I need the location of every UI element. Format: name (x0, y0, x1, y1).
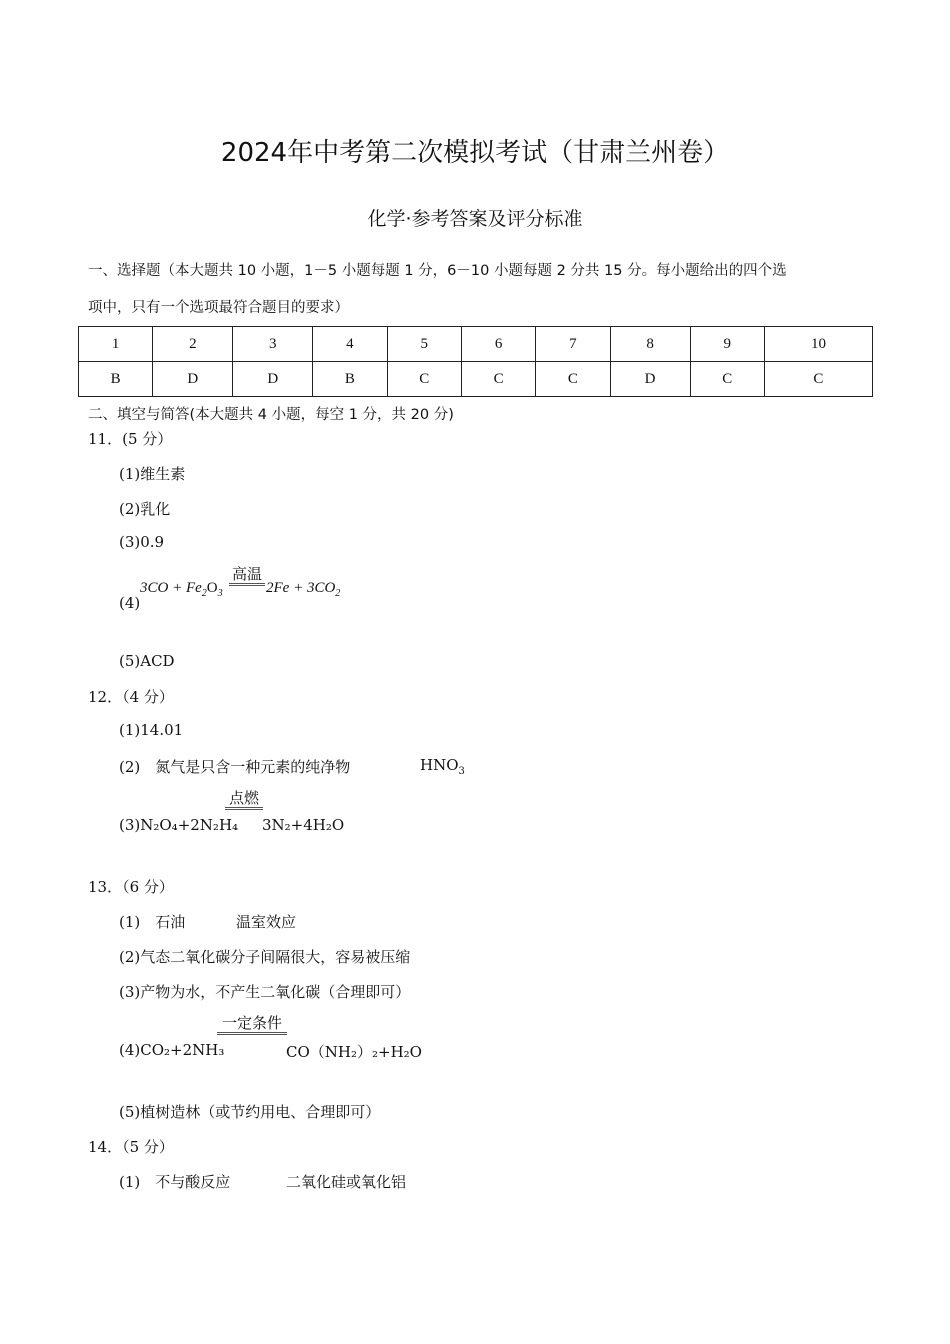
answer-cell: B (79, 362, 153, 397)
section1-heading-line1: 一、选择题（本大题共 10 小题，1－5 小题每题 1 分，6－10 小题每题 2 分共 15 分。每小题给出的四个选 (88, 263, 787, 279)
answer-cell: C (764, 362, 872, 397)
q11-label: 11．(5 分） (88, 430, 173, 448)
question-number-cell: 7 (536, 327, 610, 362)
answer-table-number-row (79, 327, 873, 362)
question-number-cell: 2 (153, 327, 233, 362)
answer-cell: C (387, 362, 461, 397)
answer-cell: C (690, 362, 764, 397)
q12-answer-2-formula: $HNO_3$ (420, 756, 465, 777)
q12-label: 12．（4 分） (88, 688, 174, 706)
q13-answer-2: (2)气态二氧化碳分子间隔很大，容易被压缩 (119, 948, 411, 966)
page-title: 2024年中考第二次模拟考试（甘肃兰州卷） (220, 138, 730, 168)
answer-table-answer-row (79, 362, 873, 397)
question-number-cell: 10 (764, 327, 872, 362)
question-number-cell: 3 (233, 327, 313, 362)
q14-answer-1b: 二氧化硅或氧化铝 (286, 1173, 407, 1191)
answer-cell: B (313, 362, 387, 397)
question-number-cell: 8 (610, 327, 690, 362)
q11-equation-right: $2Fe + 3CO_2$ (266, 580, 341, 599)
section2-heading: 二、填空与简答(本大题共 4 小题，每空 1 分，共 20 分) (88, 407, 454, 423)
question-number-cell: 4 (313, 327, 387, 362)
question-number-cell: 6 (461, 327, 535, 362)
question-number-cell: 9 (690, 327, 764, 362)
q11-answer-2: (2)乳化 (119, 500, 171, 518)
question-number-cell: 5 (387, 327, 461, 362)
page-subtitle: 化学·参考答案及评分标准 (367, 208, 583, 230)
q12-answer-1: (1)14.01 (119, 721, 184, 739)
answer-cell: D (610, 362, 690, 397)
answer-cell: C (461, 362, 535, 397)
q13-reaction-condition: 一定条件 (217, 1015, 287, 1035)
answer-table (78, 326, 873, 397)
q13-equation-right: CO（NH₂）₂+H₂O (286, 1043, 422, 1061)
q11-answer-1: (1)维生素 (119, 465, 186, 483)
q13-answer-5: (5)植树造林（或节约用电、合理即可） (119, 1103, 381, 1121)
answer-cell: D (153, 362, 233, 397)
q12-equation-left: (3)N₂O₄+2N₂H₄ (119, 816, 239, 834)
q13-answer-3: (3)产物为水，不产生二氧化碳（合理即可） (119, 983, 411, 1001)
section1-heading-line2: 项中，只有一个选项最符合题目的要求） (88, 300, 349, 316)
q11-answer-3: (3)0.9 (119, 533, 165, 551)
q11-answer-5: (5)ACD (119, 652, 175, 670)
answer-cell: D (233, 362, 313, 397)
q12-reaction-condition: 点燃 (225, 790, 263, 810)
q13-equation-left: (4)CO₂+2NH₃ (119, 1041, 225, 1059)
q13-label: 13．（6 分） (88, 878, 174, 896)
answer-cell: C (536, 362, 610, 397)
question-number-cell: 1 (79, 327, 153, 362)
q12-equation-right: 3N₂+4H₂O (262, 816, 345, 834)
q11-reaction-condition: 高温 (229, 566, 265, 586)
q14-label: 14．（5 分） (88, 1138, 174, 1156)
q13-answer-1: (1) 石油 (119, 913, 186, 931)
q11-answer-4-prefix: (4) (119, 594, 141, 612)
q14-answer-1: (1) 不与酸反应 (119, 1173, 231, 1191)
q11-equation-left: $3CO + Fe_2O_3$ (140, 580, 223, 599)
q13-answer-1b: 温室效应 (236, 913, 297, 931)
q12-answer-2: (2) 氮气是只含一种元素的纯净物 (119, 758, 351, 776)
